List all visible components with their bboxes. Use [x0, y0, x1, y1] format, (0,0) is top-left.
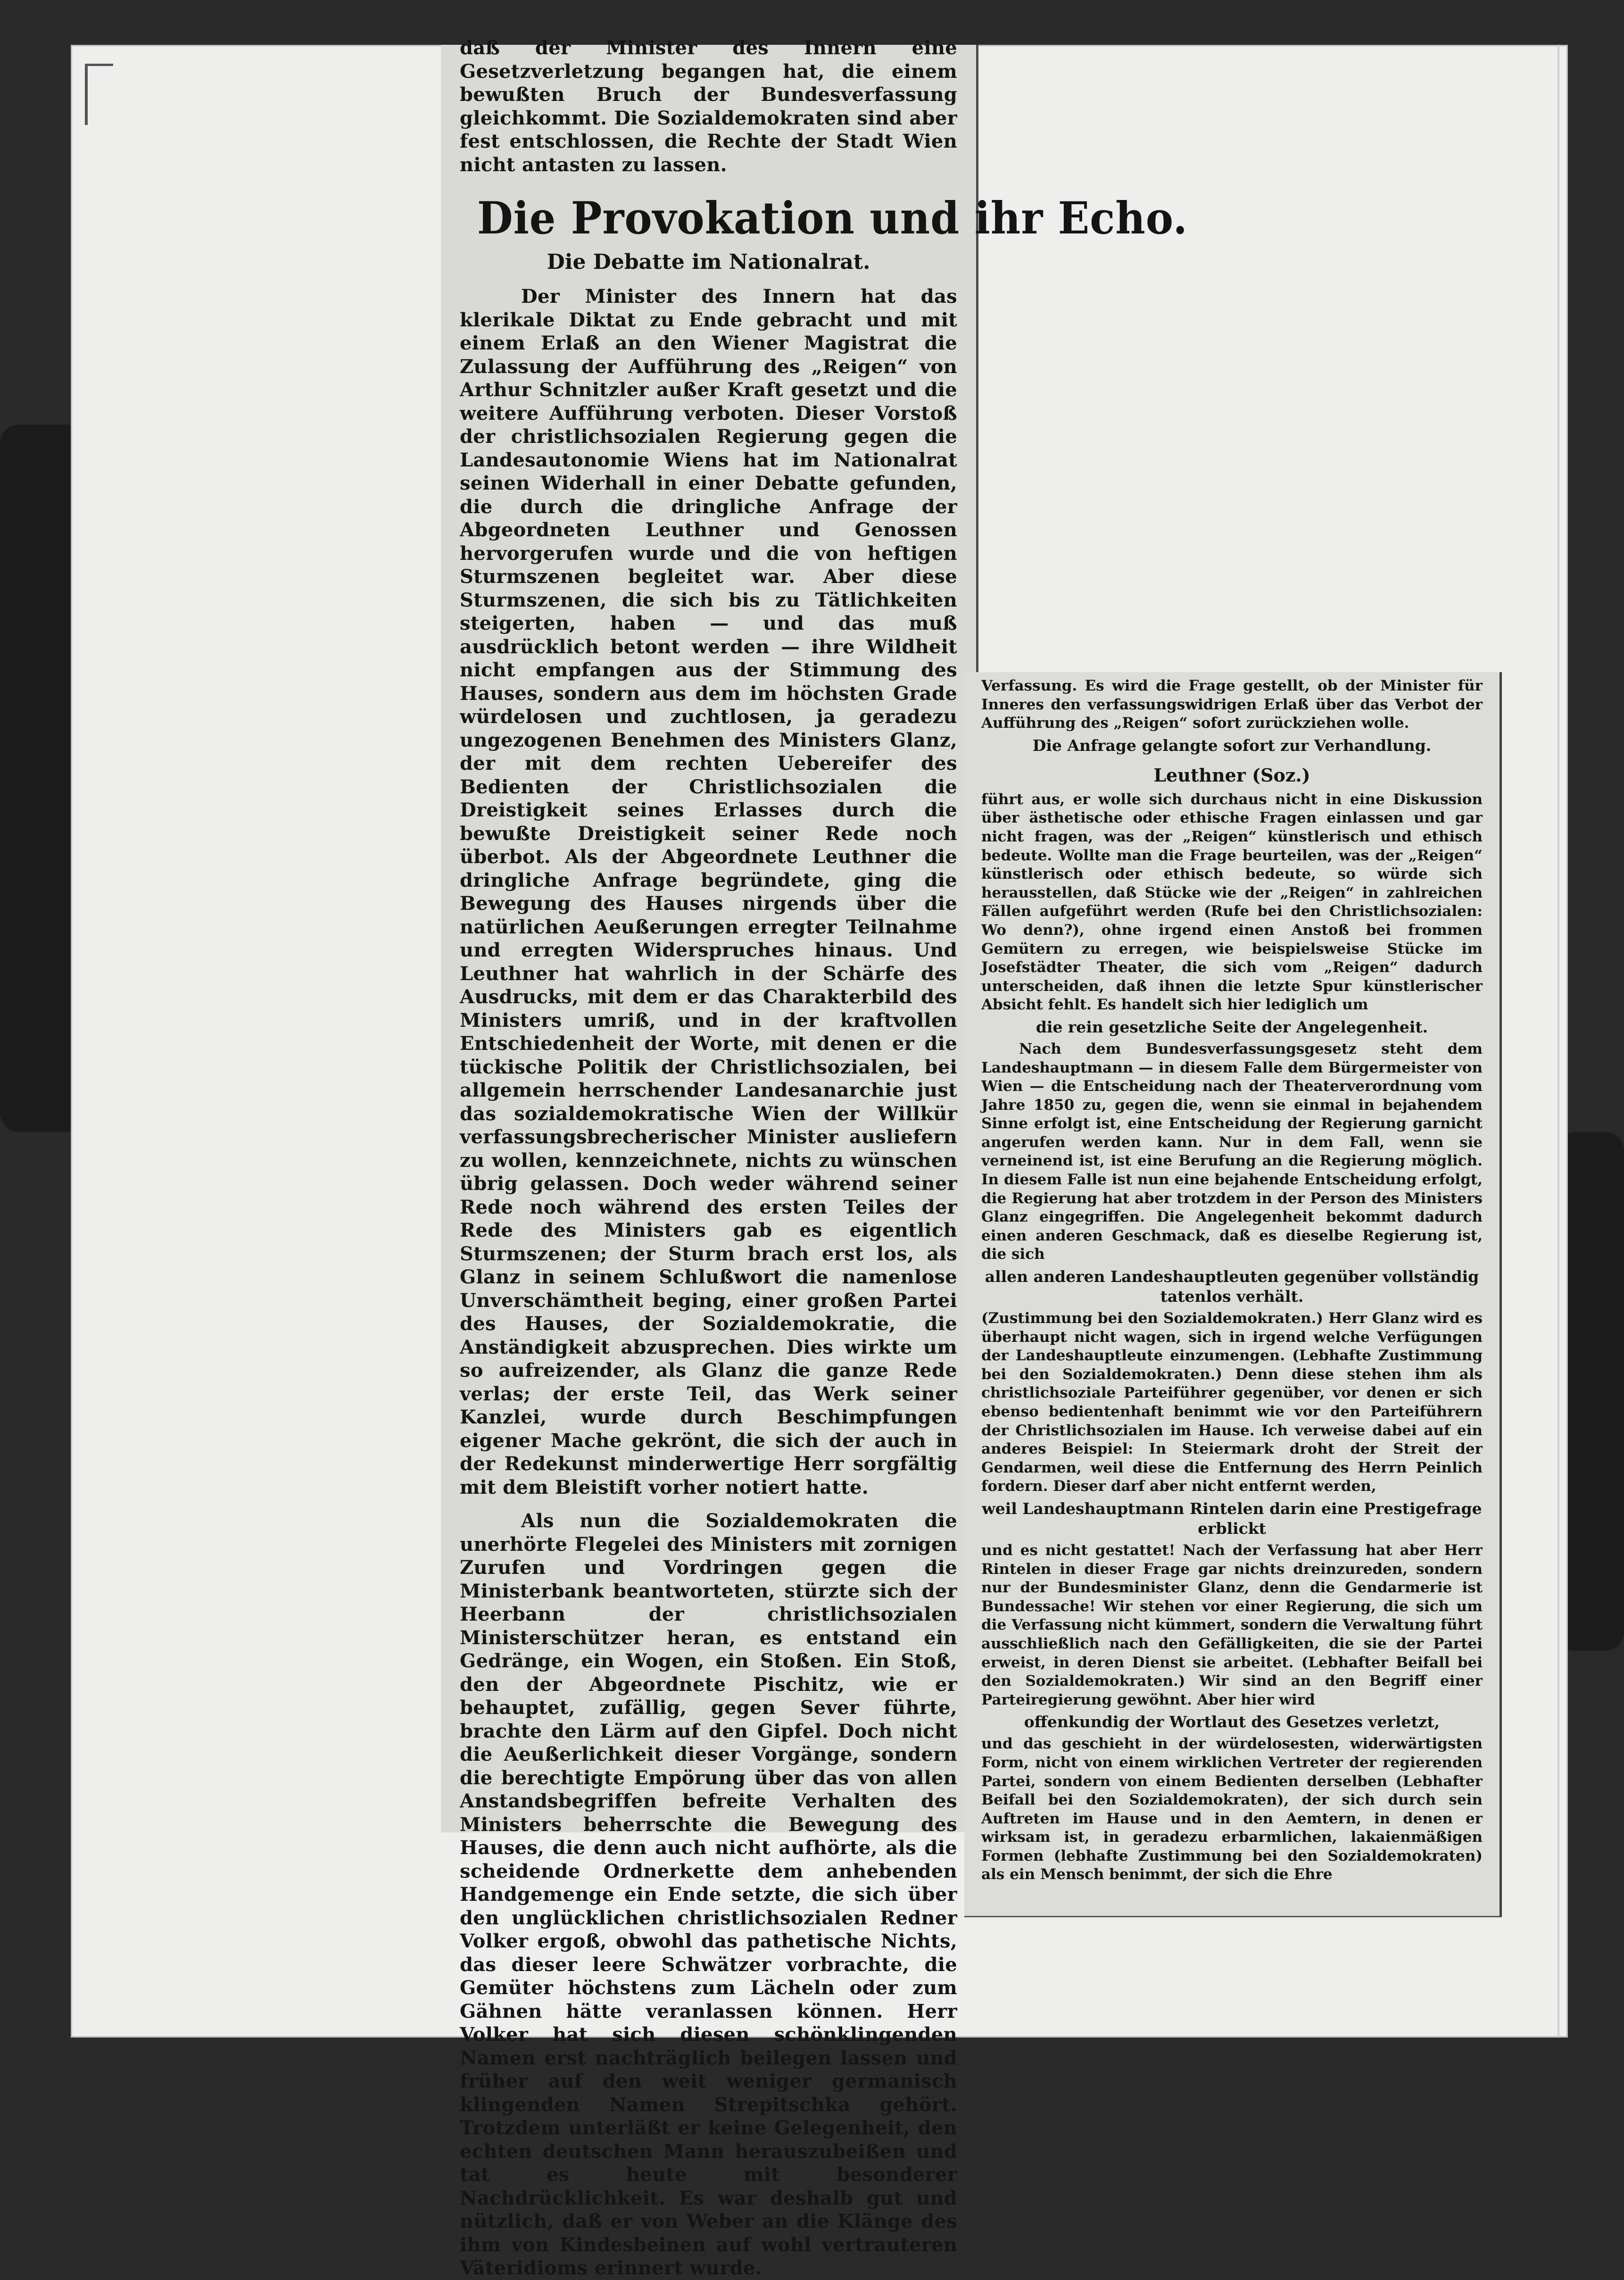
right-subhead-2: allen anderen Landeshauptleuten gegenüber vollständig tatenlos verhält. — [985, 1267, 1479, 1306]
left-paragraph-1: Der Minister des Innern hat das klerikale Diktat zu Ende gebracht und mit einem Erlaß an den Wiener Magistrat die Zulassung der Aufführung des „Reigen“ von Arthur Schnitzler außer Kraft gesetzt und die weitere Aufführung verboten. Dieser Vorstoß der christlichsozialen Regierung gegen die Landesautonomie Wiens hat im Nationalrat seinen Widerhall in einer Debatte gefunden, die durch die dringliche Anfrage der Abgeordneten Leuthner und Genossen hervorgerufen wurde und die von heftigen Sturmszenen begleitet war. Aber diese Sturmszenen, die sich bis zu Tätlichkeiten steigerten, haben — und das muß ausdrücklich betont werden — ihre Wildheit nicht empfangen aus der Stimmung des Hauses, sondern aus dem im höchsten Grade würdelosen und zuchtlosen, ja geradezu ungezogenen Benehmen des Ministers Glanz, der mit dem rechten Uebereifer des Bedienten der Christlichsozialen die Dreistigkeit seines Erlasses durch die bewußte Dreistigkeit seiner Rede noch überbot. Als der Abgeordnete Leuthner die dringliche Anfrage begründete, ging die Bewegung des Hauses nirgends über die natürlichen Aeußerungen erregter Teilnahme und erregten Widerspruches hinaus. Und Leuthner hat wahrlich in der Schärfe des Ausdrucks, mit dem er das Charakterbild des Ministers umriß, und in der kraftvollen Entschiedenheit der Worte, mit denen er die tückische Politik der Christlichsozialen, bei allgemein herrschender Landesanarchie just das sozialdemokratische Wien der Willkür verfassungsbrecherischer Minister ausliefern zu wollen, kennzeichnete, nichts zu wünschen übrig gelassen. Doch weder während seiner Rede noch während des ersten Teiles der Rede des Ministers gab es eigentlich Sturmszenen; der Sturm brach erst los, als Glanz in seinem Schlußwort die namenlose Unverschämtheit beging, einer großen Partei des Hauses, der Sozialdemokratie, die Anständigkeit abzusprechen. Dies wirkte um so aufreizender, als Glanz die ganze Rede verlas; der erste Teil, das Werk seiner Kanzlei, wurde durch Beschimpfungen eigener Mache gekrönt, die sich der auch in der Redekunst minderwertige Herr sorgfältig mit dem Bleistift vorher notiert hatte. — [460, 285, 957, 1498]
clipping-left-column — [441, 37, 1188, 2279]
right-subhead-1: die rein gesetzliche Seite der Angelegenheit. — [1036, 1017, 1428, 1036]
speaker-heading: Leuthner (Soz.) — [1153, 764, 1310, 786]
article-subheadline: Die Debatte im Nationalrat. — [547, 250, 870, 274]
left-intro-paragraph: daß der Minister des Innern eine Gesetzverletzung begangen hat, die einem bewußten Bruch der Bundesverfassung gleichkommt. Die Sozialdemokraten sind aber fest entschlossen, die Rechte der Stadt Wien nicht antasten zu lassen. — [460, 37, 957, 176]
right-intro-paragraph: Verfassung. Es wird die Frage gestellt, ob der Minister für Inneres den verfassungswidrigen Erlaß über das Verbot der Aufführung des „Reigen“ sofort zurückziehen wolle. — [981, 677, 1483, 732]
right-paragraph-4: und es nicht gestattet! Nach der Verfassung hat aber Herr Rintelen in dieser Frage gar nichts dreinzureden, sondern nur der Bundesminister Glanz, denn die Gendarmerie ist Bundessache! Wir stehen vor einer Regierung, die sich um die Verfassung nicht kümmert, sondern die Verwaltung führt ausschließlich nach den Gefälligkeiten, die sie der Partei erweist, in deren Dienst sie arbeitet. (Lebhafter Beifall bei den Sozialdemokraten.) Wir sind an den Begriff einer Parteiregierung gewöhnt. Aber hier wird — [981, 1541, 1483, 1708]
clipping-right-column — [964, 672, 1502, 1917]
left-paragraph-2: Als nun die Sozialdemokraten die unerhörte Flegelei des Ministers mit zornigen Zurufen und Vordringen gegen die Ministerbank beantworteten, stürzte sich der Heerbann der christlichsozialen Ministerschützer heran, es entstand ein Gedränge, ein Wogen, ein Stoßen. Ein Stoß, den der Abgeordnete Pischitz, wie er behauptet, zufällig, gegen Sever führte, brachte den Lärm auf den Gipfel. Doch nicht die Aeußerlichkeit dieser Vorgänge, sondern die berechtigte Empörung über das von allen Anstandsbegriffen befreite Verhalten des Ministers beherrschte die Bewegung des Hauses, die denn auch nicht aufhörte, als die scheidende Ordnerkette dem anhebenden Handgemenge ein Ende setzte, die sich über den unglücklichen christlichsozialen Redner Volker ergoß, obwohl das pathetische Nichts, das dieser leere Schwätzer vorbrachte, die Gemüter höchstens zum Lächeln oder zum Gähnen hätte veranlassen können. Herr Volker hat sich diesen schönklingenden Namen erst nachträglich beilegen lassen und früher auf den weit weniger germanisch klingenden Namen Strepitschka gehört. Trotzdem unterläßt er keine Gelegenheit, den echten deutschen Mann herauszubeißen und tat es heute mit besonderer Nachdrücklichkeit. Es war deshalb gut und nützlich, daß er von Weber an die Klänge des ihm von Kindesbeinen auf wohl vertrauteren Väteridioms erinnert wurde. — [460, 1510, 957, 2279]
corner-mark — [85, 64, 88, 125]
corner-mark-top — [85, 64, 113, 66]
article-headline: Die Provokation und ihr Echo. — [477, 192, 1188, 244]
right-paragraph-1: führt aus, er wolle sich durchaus nicht in eine Diskussion über ästhetische oder ethische Fragen einlassen und gar nicht fragen, was der „Reigen“ künstlerisch und ethisch bedeute. Wollte man die Frage beurteilen, was der „Reigen“ künstlerisch oder ethisch bedeute, so würde sich herausstellen, daß Stücke wie der „Reigen“ in zahlreichen Fällen aufgeführt werden (Rufe bei den Christlichsozialen: Wo denn?), ohne irgend einen Anstoß bei frommen Gemütern zu erregen, wie beispielsweise Stücke im Josefstädter Theater, die sich vom „Reigen“ dadurch unterscheiden, daß ihnen die letzte Spur künstlerischer Absicht fehlt. Es handelt sich hier lediglich um — [981, 791, 1483, 1014]
right-paragraph-2: Nach dem Bundesverfassungsgesetz steht dem Landeshauptmann — in diesem Falle dem Bürgermeister von Wien — die Entscheidung nach der Theaterverordnung vom Jahre 1850 zu, gegen die, wenn sie einmal in bejahendem Sinne erfolgt ist, eine Entscheidung der Regierung garnicht angerufen werden kann. Nur in dem Fall, wenn sie verneinend ist, ist eine Berufung an die Regierung möglich. In diesem Falle ist nun eine bejahende Entscheidung erfolgt, die Regierung hat aber trotzdem in der Person des Ministers Glanz eingegriffen. Die Angelegenheit bekommt dadurch einen anderen Geschmack, daß es dieselbe Regierung ist, die sich — [981, 1040, 1483, 1263]
right-subhead-4: offenkundig der Wortlaut des Gesetzes verletzt, — [1024, 1713, 1440, 1731]
right-subhead-3: weil Landeshauptmann Rintelen darin eine Prestigefrage erblickt — [982, 1499, 1482, 1538]
right-paragraph-3: (Zustimmung bei den Sozialdemokraten.) Herr Glanz wird es überhaupt nicht wagen, sich in irgend welche Verfügungen der Landeshauptleute einzumengen. (Lebhafte Zustimmung bei den Sozialdemokraten.) Denn diese stehen ihm als christlichsoziale Parteiführer gegenüber, vor denen er sich ebenso bedientenhaft benimmt wie vor den Parteiführern der Christlichsozialen im Hause. Ich verweise dabei auf ein anderes Beispiel: In Steiermark droht der Streit der Gendarmen, weil diese die Entfernung des Herrn Peinlich fordern. Dieser darf aber nicht entfernt werden, — [981, 1310, 1483, 1495]
sheet-edge — [1558, 45, 1559, 2038]
paragraph-gap — [460, 1499, 957, 1509]
right-paragraph-5: und das geschieht in der würdelosesten, widerwärtigsten Form, nicht von einem wirklichen Vertreter der regierenden Partei, sondern von einem Bedienten derselben (Lebhafter Beifall bei den Sozialdemokraten), der sich durch sein Auftreten im Hause und in den Aemtern, in denen er wirksam ist, in geradezu erbarmlichen, lakaienmäßigen Formen (lebhafte Zustimmung bei den Sozialdemokraten) als ein Mensch benimmt, der sich die Ehre — [981, 1735, 1483, 1883]
right-line-1: Die Anfrage gelangte sofort zur Verhandlung. — [1032, 736, 1432, 755]
